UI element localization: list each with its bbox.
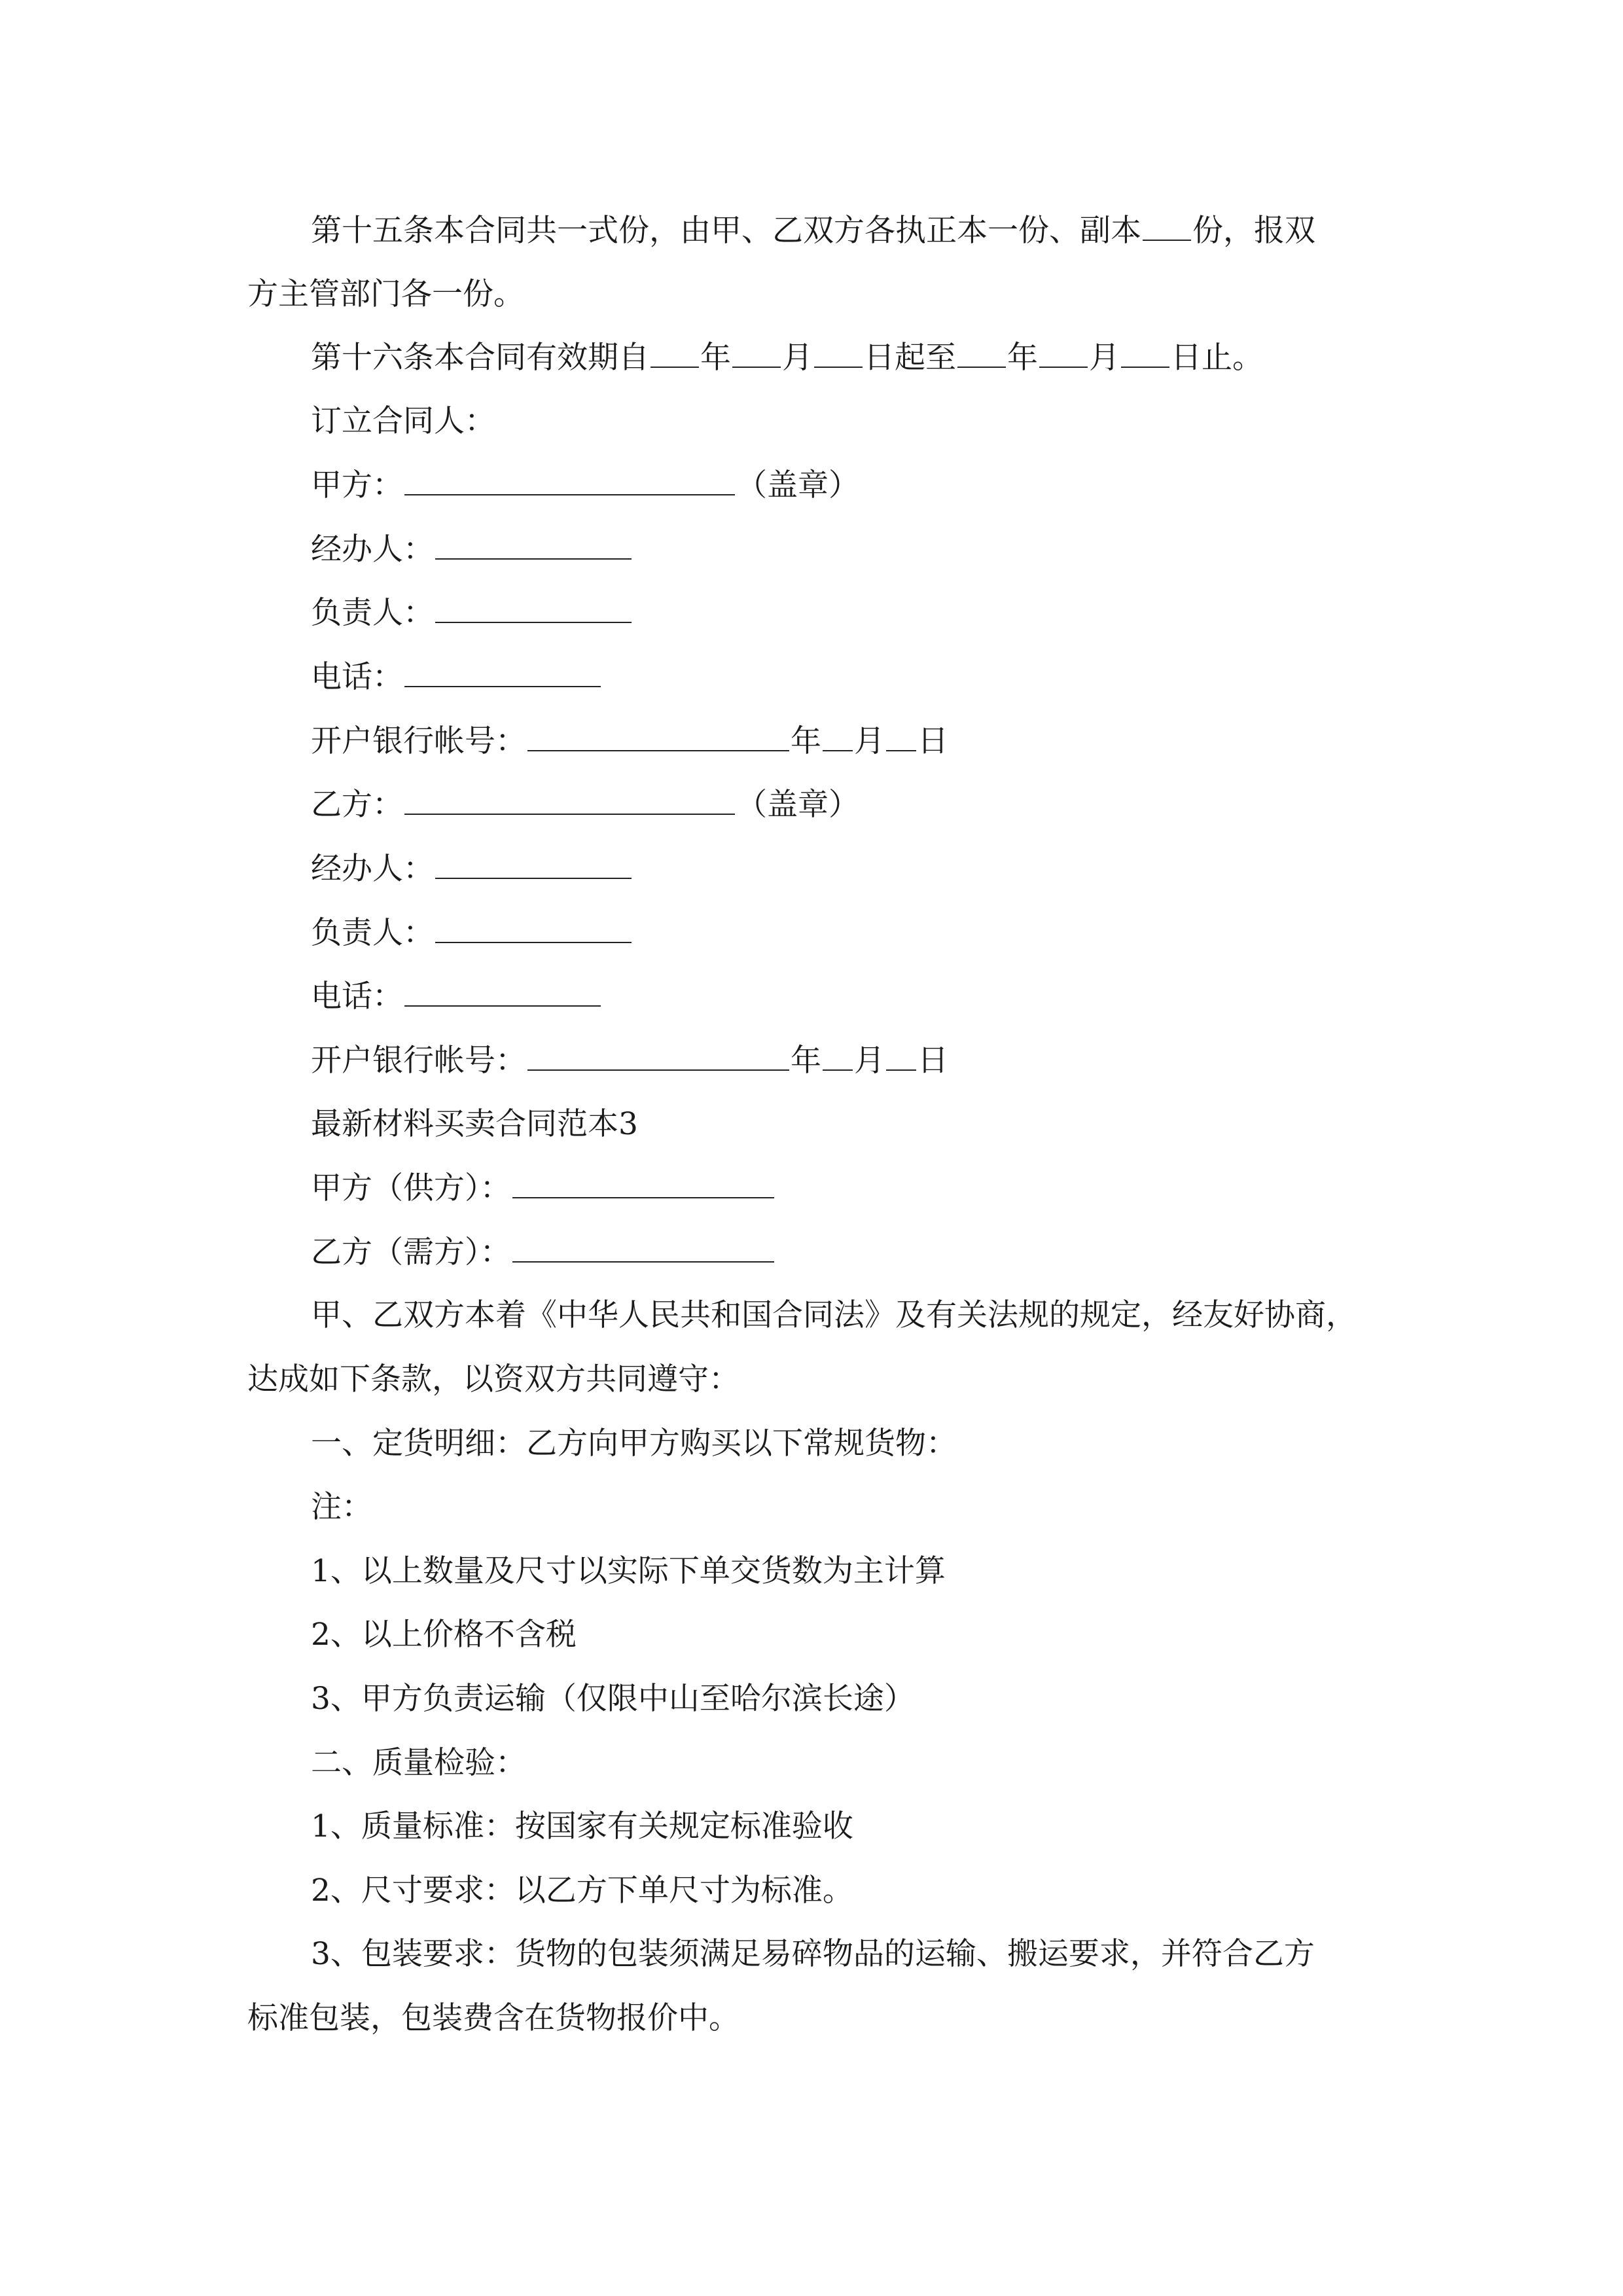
- signatories-heading: 订立合同人：: [311, 403, 495, 439]
- end-month-label: 月: [1089, 340, 1120, 376]
- party-a-seal: （盖章）: [736, 467, 859, 503]
- party-b-day: 日: [918, 1043, 948, 1079]
- intro-line1: 甲、乙双方本着《中华人民共和国合同法》及有关法规的规定，经友好协商，: [311, 1297, 1357, 1333]
- note-label: 注：: [311, 1489, 372, 1525]
- party-b-line: [311, 785, 859, 824]
- party-a-label: 甲方：: [311, 467, 403, 503]
- end-year-blank: [957, 338, 1006, 368]
- article-16-lead: 第十六条本合同有效期自: [311, 340, 649, 376]
- quality-item-3-cont: 标准包装，包装费含在货物报价中。: [247, 2000, 740, 2036]
- article-15-text-end: 份，报双: [1192, 213, 1315, 249]
- party-b-phone: [311, 977, 602, 1016]
- party-b-bank-blank: [527, 1041, 789, 1071]
- start-month-blank: [732, 338, 781, 368]
- start-month-label: 月: [782, 340, 813, 376]
- party-a-phone-blank: [404, 657, 601, 687]
- party-b-handler: [311, 849, 633, 888]
- party-b-phone-label: 电话：: [311, 978, 403, 1014]
- party-a-principal: [311, 593, 633, 632]
- buyer-blank: [512, 1232, 774, 1263]
- party-b-month-blank: [823, 1041, 853, 1071]
- party-b-month: 月: [854, 1043, 885, 1079]
- section-2-title: 二、质量检验：: [311, 1745, 526, 1781]
- party-a-day-blank: [886, 721, 916, 751]
- end-day-blank: [1121, 338, 1169, 368]
- start-year-blank: [651, 338, 699, 368]
- party-a-bank-label: 开户银行帐号：: [311, 723, 526, 759]
- supplier-blank: [512, 1168, 774, 1198]
- template-3-title: 最新材料买卖合同范本3: [311, 1106, 638, 1142]
- quality-item-1: 1、质量标准：按国家有关规定标准验收: [311, 1808, 853, 1844]
- party-b-phone-blank: [404, 977, 601, 1007]
- article-15-line2: 方主管部门各一份。: [247, 276, 524, 312]
- party-a-bank-blank: [527, 721, 789, 751]
- party-b-year: 年: [791, 1043, 821, 1079]
- supplier-line: [311, 1168, 776, 1208]
- end-day-label: 日止。: [1171, 340, 1263, 376]
- end-year-label: 年: [1007, 340, 1038, 376]
- party-a-phone: [311, 657, 602, 696]
- party-b-day-blank: [886, 1041, 916, 1071]
- party-b-bank: [311, 1041, 948, 1080]
- party-b-principal-blank: [435, 913, 632, 943]
- section-1-title: 一、定货明细：乙方向甲方购买以下常规货物：: [311, 1426, 957, 1462]
- party-b-label: 乙方：: [311, 787, 403, 823]
- start-day-blank: [814, 338, 863, 368]
- party-a-bank: [311, 721, 948, 761]
- party-a-month-blank: [823, 721, 853, 751]
- party-a-handler-blank: [435, 529, 632, 560]
- party-a-principal-label: 负责人：: [311, 595, 434, 631]
- party-a-line: [311, 465, 859, 505]
- article-15-line1: [311, 211, 1315, 250]
- quality-item-3: 3、包装要求：货物的包装须满足易碎物品的运输、搬运要求，并符合乙方: [311, 1936, 1315, 1972]
- quality-item-2: 2、尺寸要求：以乙方下单尺寸为标准。: [311, 1873, 853, 1909]
- party-a-handler-label: 经办人：: [311, 531, 434, 567]
- party-b-seal: （盖章）: [736, 787, 859, 823]
- article-15-text: 第十五条本合同共一式份，由甲、乙双方各执正本一份、副本: [311, 213, 1141, 249]
- party-b-principal-label: 负责人：: [311, 915, 434, 951]
- note-item-3: 3、甲方负责运输（仅限中山至哈尔滨长途）: [311, 1681, 915, 1717]
- buyer-label: 乙方（需方）：: [311, 1234, 511, 1270]
- party-b-handler-blank: [435, 849, 632, 879]
- party-b-principal: [311, 913, 633, 952]
- party-b-handler-label: 经办人：: [311, 851, 434, 887]
- start-day-label: 日起至: [864, 340, 956, 376]
- party-a-phone-label: 电话：: [311, 659, 403, 695]
- note-item-1: 1、以上数量及尺寸以实际下单交货数为主计算: [311, 1553, 946, 1589]
- party-a-year: 年: [791, 723, 821, 759]
- party-a-day: 日: [918, 723, 948, 759]
- start-year-label: 年: [700, 340, 731, 376]
- article-16: [311, 338, 1263, 377]
- party-a-handler: [311, 529, 633, 569]
- intro-line2: 达成如下条款，以资双方共同遵守：: [247, 1361, 740, 1397]
- buyer-line: [311, 1232, 776, 1272]
- supplier-label: 甲方（供方）：: [311, 1170, 511, 1206]
- party-a-month: 月: [854, 723, 885, 759]
- party-b-blank: [404, 785, 735, 815]
- party-a-principal-blank: [435, 593, 632, 623]
- end-month-blank: [1039, 338, 1088, 368]
- copies-blank: [1143, 211, 1191, 241]
- note-item-2: 2、以上价格不含税: [311, 1617, 577, 1653]
- party-b-bank-label: 开户银行帐号：: [311, 1043, 526, 1079]
- party-a-blank: [404, 465, 735, 495]
